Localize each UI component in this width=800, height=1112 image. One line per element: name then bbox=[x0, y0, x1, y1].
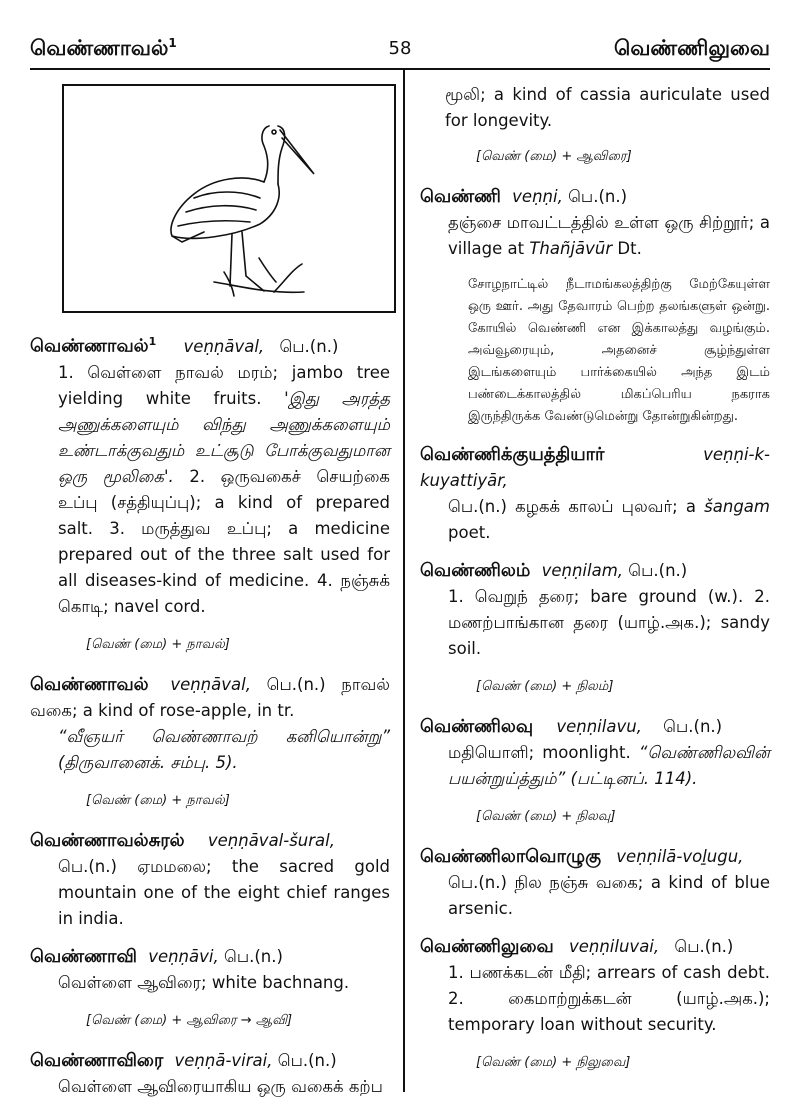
definition: 1. வெறுந் தரை; bare ground (w.). 2. மணற்பாங்கான தரை (யாழ்.அக.); sandy soil. bbox=[448, 587, 770, 658]
page-number: 58 bbox=[388, 38, 412, 59]
definition-end: poet. bbox=[448, 523, 491, 542]
transliteration: veṇṇāval, bbox=[170, 674, 251, 694]
part-of-speech: பெ.(n.) bbox=[223, 946, 283, 966]
entry-vennavirai bbox=[30, 1048, 390, 1100]
headword: வெண்ணாவல் bbox=[30, 673, 149, 695]
entry-vennaval-1 bbox=[30, 329, 390, 620]
part-of-speech: பெ.(n.) bbox=[628, 561, 688, 580]
header-right-guideword: வெண்ணிலுவை bbox=[613, 36, 770, 60]
entry-venni-k-kuyattiyar bbox=[420, 442, 770, 546]
etymology: [வெண் (மை) + நாவல்] bbox=[86, 636, 230, 652]
transliteration: veṇṇi, bbox=[512, 187, 563, 206]
part-of-speech: பெ.(n.) bbox=[266, 674, 326, 694]
quotation: 'இது அரத்த அணுக்களையும் விந்து அணுக்களையும் உண்டாக்குவதும் உட்சூடு போக்குவதுமான ஒரு மூலிகை'. bbox=[58, 388, 390, 486]
transliteration: veṇṇāval-šural, bbox=[207, 830, 335, 850]
part-of-speech: பெ.(n.) bbox=[568, 187, 628, 206]
column-divider bbox=[403, 70, 405, 1092]
headword: வெண்ணிலாவொழுகு bbox=[420, 846, 602, 867]
headword: வெண்ணாவல்சுரல் bbox=[30, 829, 185, 851]
headword: வெண்ணாவி bbox=[30, 945, 137, 967]
page-header bbox=[30, 30, 770, 70]
definition: வெள்ளை ஆவிரை; white bachnang. bbox=[58, 972, 350, 992]
etymology: [வெண் (மை) + நாவல்] bbox=[86, 792, 230, 808]
part-of-speech: பெ.(n.) bbox=[277, 1050, 337, 1070]
guideword-left-sup: 1 bbox=[168, 36, 177, 50]
headword: வெண்ணிலுவை bbox=[420, 936, 554, 957]
transliteration: veṇṇāval, bbox=[183, 336, 265, 356]
headword: வெண்ணி bbox=[420, 186, 501, 207]
transliteration: veṇṇāvi, bbox=[148, 946, 219, 966]
definition: நாவல் வகை; a kind of rose-apple, in tr. bbox=[30, 674, 390, 720]
headword: வெண்ணிலவு bbox=[420, 716, 534, 737]
definition-end: Dt. bbox=[617, 239, 642, 258]
part-of-speech: பெ.(n.) bbox=[58, 856, 117, 876]
headword-sup: 1 bbox=[148, 335, 157, 348]
entry-vennaval-2 bbox=[30, 672, 390, 776]
headword: வெண்ணாவிரை bbox=[30, 1049, 164, 1071]
headword: வெண்ணிக்குயத்தியார் bbox=[420, 444, 605, 465]
part-of-speech: பெ.(n.) bbox=[448, 873, 507, 892]
etymology: [வெண் (மை) + ஆவிரை → ஆவி] bbox=[86, 1012, 293, 1028]
right-column bbox=[420, 82, 770, 1090]
definition: 1. வெள்ளை நாவல் மரம்; jambo tree yielding white fruits. bbox=[58, 362, 390, 408]
part-of-speech: பெ.(n.) bbox=[279, 336, 339, 356]
quotation: “வெண்ணிலவின் பயன்றுய்த்தும்” (பட்டினப். 114). bbox=[448, 743, 770, 788]
entry-venniluvai bbox=[420, 934, 770, 1038]
etymology: [வெண் (மை) + ஆவிரை] bbox=[476, 149, 632, 164]
entry-vennaval-sural bbox=[30, 828, 390, 932]
definition: 1. பணக்கடன் மீதி; arrears of cash debt. 2. கைமாற்றுக்கடன் (யாழ்.அக.); temporary loan without security. bbox=[448, 963, 770, 1034]
definition: வெள்ளை ஆவிரையாகிய ஒரு வகைக் கற்ப bbox=[58, 1076, 383, 1096]
headword: வெண்ணிலம் bbox=[420, 560, 531, 581]
definition: ஏமமலை; the sacred gold mountain one of the eight chief ranges in india. bbox=[58, 856, 390, 928]
part-of-speech: பெ.(n.) bbox=[674, 937, 734, 956]
transliteration: veṇṇilavu, bbox=[556, 717, 642, 736]
headword: வெண்ணாவல் bbox=[30, 335, 149, 357]
left-column bbox=[30, 82, 390, 1112]
entry-vennavi bbox=[30, 944, 390, 996]
continued-definition: மூலி; a kind of cassia auriculate used for longevity. bbox=[445, 85, 770, 130]
entry-vennila-volugu bbox=[420, 844, 770, 922]
part-of-speech: பெ.(n.) bbox=[663, 717, 723, 736]
etymology: [வெண் (மை) + நிலுவை] bbox=[476, 1055, 631, 1070]
definition: மதியொளி; moonlight. bbox=[448, 743, 631, 762]
place-name: Thañjāvūr bbox=[529, 239, 613, 258]
transliteration: veṇṇiluvai, bbox=[568, 937, 660, 956]
stork-illustration bbox=[62, 84, 396, 313]
etymology: [வெண் (மை) + நிலம்] bbox=[476, 679, 614, 694]
transliteration: veṇṇā-virai, bbox=[174, 1050, 273, 1070]
transliteration: veṇṇi-k-kuyattiyār, bbox=[420, 445, 770, 490]
note-paragraph: சோழநாட்டில் நீடாமங்கலத்திற்கு மேற்கேயுள்ள ஒரு ஊர். அது தேவாரம் பெற்ற தலங்களுள் ஒன்று. கோயில் வெண்ணி என இக்காலத்து வழங்கும். அவ்வூரையும், அதனைச் சூழ்ந்துள்ள இடங்களையும் பார்க்கையில் அந்த இடம் பண்டைக்காலத்தில் மிகப்பெரிய நகராக இருந்திருக்க வேண்டுமென்று தோன்றுகின்றது. bbox=[468, 277, 770, 424]
entry-venni bbox=[420, 184, 770, 262]
definition: கழகக் காலப் புலவர்; a bbox=[515, 497, 696, 516]
part-of-speech: பெ.(n.) bbox=[448, 497, 507, 516]
stork-icon bbox=[64, 86, 394, 311]
entry-vennilam bbox=[420, 558, 770, 662]
entry-vennilavu bbox=[420, 714, 770, 792]
definition: நில நஞ்சு வகை; a kind of blue arsenic. bbox=[448, 873, 770, 918]
definition-continued: 2. ஒருவகைச் செயற்கை உப்பு (சத்தியுப்பு); a kind of prepared salt. 3. மருத்துவ உப்பு; a medicine prepared out of the three salt used for all diseases-kind of medicine. 4. நஞ்சுக் கொடி; navel cord. bbox=[58, 466, 390, 616]
guideword-left-text: வெண்ணாவல் bbox=[30, 36, 169, 60]
header-rule bbox=[30, 68, 770, 70]
quotation: “வீஞயர் வெண்ணாவற் கனியொன்று” (திருவானைக். சம்பு. 5). bbox=[58, 726, 390, 772]
transliteration: veṇṇilam, bbox=[541, 561, 624, 580]
term: šangam bbox=[704, 497, 770, 516]
transliteration: veṇṇilā-voḻugu, bbox=[616, 847, 744, 866]
etymology: [வெண் (மை) + நிலவு] bbox=[476, 809, 616, 824]
definition: தஞ்சை மாவட்டத்தில் உள்ள ஒரு சிற்றூர்; a village at bbox=[448, 213, 770, 258]
